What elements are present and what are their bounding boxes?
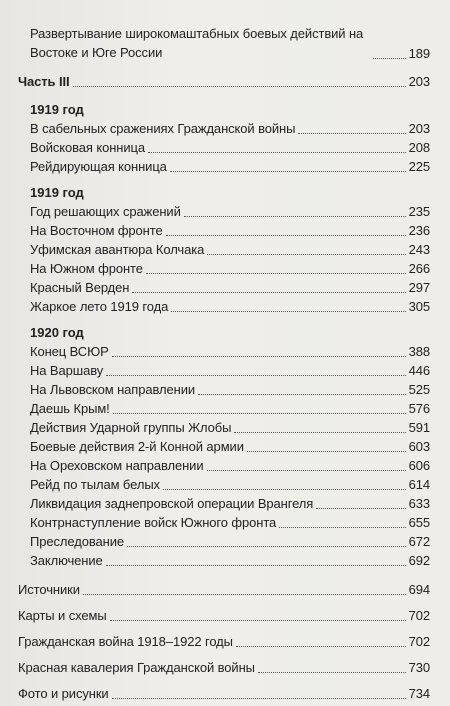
- toc-entry-page: 702: [408, 608, 430, 623]
- toc-entry-title: Даешь Крым!: [30, 401, 110, 416]
- toc-part-3[interactable]: [18, 71, 430, 90]
- toc-entry-title: Источники: [18, 582, 80, 597]
- toc-entry-sources[interactable]: [18, 579, 430, 598]
- leader-dots: [83, 594, 406, 595]
- leader-dots: [110, 620, 406, 621]
- section-1920-entries: [18, 341, 430, 569]
- toc-entry-title: Жаркое лето 1919 года: [30, 299, 169, 314]
- leader-dots: [298, 133, 405, 134]
- toc-entry[interactable]: [18, 277, 430, 296]
- leader-dots: [112, 356, 406, 357]
- leader-dots: [163, 489, 406, 490]
- toc-entry[interactable]: [18, 201, 430, 220]
- toc-entry-photos[interactable]: [18, 683, 430, 702]
- toc-entry-title: Фото и рисунки: [18, 686, 109, 701]
- leader-dots: [234, 432, 405, 433]
- toc-entry[interactable]: [18, 296, 430, 315]
- table-of-contents: [18, 24, 430, 702]
- toc-entry-title: Контрнаступление войск Южного фронта: [30, 515, 277, 530]
- toc-entry-page: 305: [408, 299, 430, 314]
- toc-entry-title: Действия Ударной группы Жлобы: [30, 420, 232, 435]
- leader-dots: [148, 152, 406, 153]
- leader-dots: [247, 451, 406, 452]
- leader-dots: [132, 292, 405, 293]
- toc-entry-page: 225: [408, 159, 430, 174]
- toc-entry[interactable]: [18, 398, 430, 417]
- leader-dots: [373, 58, 406, 59]
- toc-entry[interactable]: [18, 436, 430, 455]
- leader-dots: [112, 698, 406, 699]
- toc-entry-title: На Ореховском направлении: [30, 458, 204, 473]
- toc-entry-civil-war[interactable]: [18, 631, 430, 650]
- toc-entry[interactable]: [18, 239, 430, 258]
- toc-entry[interactable]: [18, 531, 430, 550]
- leader-dots: [279, 527, 405, 528]
- toc-entry[interactable]: [18, 156, 430, 175]
- toc-entry-page: 525: [408, 382, 430, 397]
- toc-entry-title: На Южном фронте: [30, 261, 143, 276]
- leader-dots: [166, 235, 406, 236]
- section-1919-b-entries: [18, 201, 430, 315]
- toc-entry-page: 591: [408, 420, 430, 435]
- leader-dots: [236, 646, 406, 647]
- toc-entry[interactable]: [18, 379, 430, 398]
- toc-entry-page: 208: [408, 140, 430, 155]
- toc-entry[interactable]: [18, 258, 430, 277]
- toc-entry-title: В сабельных сражениях Гражданской войны: [30, 121, 296, 136]
- toc-entry-page: 672: [408, 534, 430, 549]
- section-heading-1919: 1919 год: [30, 102, 84, 117]
- toc-entry-title: Рейд по тылам белых: [30, 477, 160, 492]
- toc-entry-title: На Восточном фронте: [30, 223, 163, 238]
- leader-dots: [258, 672, 406, 673]
- leader-dots: [207, 254, 405, 255]
- leader-dots: [146, 273, 406, 274]
- toc-entry-title: Уфимская авантюра Колчака: [30, 242, 205, 257]
- toc-entry-page: 702: [408, 634, 430, 649]
- toc-entry-title: На Варшаву: [30, 363, 104, 378]
- toc-entry-red-cavalry[interactable]: [18, 657, 430, 676]
- toc-entry-page: 614: [408, 477, 430, 492]
- leader-dots: [184, 216, 406, 217]
- toc-entry-title: Войсковая конница: [30, 140, 146, 155]
- leader-dots: [106, 375, 405, 376]
- toc-entry-title: Преследование: [30, 534, 125, 549]
- leader-dots: [127, 546, 406, 547]
- toc-entry[interactable]: [18, 493, 430, 512]
- toc-entry-title: Гражданская война 1918–1922 годы: [18, 634, 233, 649]
- toc-entry-title: Развертывание широкомаштабных боевых действий на Востоке и Юге России: [30, 26, 364, 60]
- toc-entry-page: 243: [408, 242, 430, 257]
- leader-dots: [73, 86, 406, 87]
- toc-entry[interactable]: [18, 512, 430, 531]
- leader-dots: [316, 508, 405, 509]
- toc-entry-page: 734: [408, 686, 430, 701]
- toc-entry-title: Заключение: [30, 553, 103, 568]
- toc-entry-page: 606: [408, 458, 430, 473]
- toc-entry-page: 446: [408, 363, 430, 378]
- toc-entry-page: 633: [408, 496, 430, 511]
- toc-entry-title: На Львовском направлении: [30, 382, 196, 397]
- toc-entry-page: 236: [408, 223, 430, 238]
- toc-entry[interactable]: [18, 220, 430, 239]
- leader-dots: [170, 171, 406, 172]
- section-heading-1919: 1919 год: [30, 185, 84, 200]
- toc-entry-page: 235: [408, 204, 430, 219]
- part-title: Часть III: [18, 74, 70, 89]
- toc-entry[interactable]: [18, 455, 430, 474]
- toc-entry-page: 266: [408, 261, 430, 276]
- toc-entry-page: 388: [408, 344, 430, 359]
- toc-entry-title: Красная кавалерия Гражданской войны: [18, 660, 255, 675]
- toc-entry-page: 655: [408, 515, 430, 530]
- toc-entry[interactable]: [18, 360, 430, 379]
- toc-entry-page: 203: [408, 121, 430, 136]
- toc-entry[interactable]: [18, 341, 430, 360]
- toc-entry-page: 576: [408, 401, 430, 416]
- toc-entry-page: 603: [408, 439, 430, 454]
- leader-dots: [106, 565, 406, 566]
- toc-entry[interactable]: [18, 550, 430, 569]
- leader-dots: [207, 470, 406, 471]
- toc-entry-title: Конец ВСЮР: [30, 344, 109, 359]
- toc-entry-maps[interactable]: [18, 605, 430, 624]
- toc-entry[interactable]: [18, 118, 430, 137]
- leader-dots: [113, 413, 406, 414]
- part-page: 203: [408, 74, 430, 89]
- toc-entry-title: Рейдирующая конница: [30, 159, 167, 174]
- toc-entry-title: Ликвидация заднепровской операции Врангеля: [30, 496, 314, 511]
- toc-entry-page: 297: [408, 280, 430, 295]
- toc-entry-title: Карты и схемы: [18, 608, 107, 623]
- leader-dots: [198, 394, 406, 395]
- section-1919-a-entries: [18, 118, 430, 175]
- toc-entry[interactable]: [18, 417, 430, 436]
- toc-entry-eastern-southern-russia[interactable]: [18, 24, 430, 62]
- toc-entry-page: 730: [408, 660, 430, 675]
- toc-entry-title: Красный Верден: [30, 280, 130, 295]
- toc-entry-title: Год решающих сражений: [30, 204, 181, 219]
- toc-entry-page: 692: [408, 553, 430, 568]
- toc-entry-title: Боевые действия 2-й Конной армии: [30, 439, 244, 454]
- section-heading-1920: 1920 год: [30, 325, 84, 340]
- toc-entry-page: 189: [408, 46, 430, 61]
- leader-dots: [171, 311, 405, 312]
- toc-entry[interactable]: [18, 474, 430, 493]
- toc-entry-page: 694: [408, 582, 430, 597]
- toc-entry[interactable]: [18, 137, 430, 156]
